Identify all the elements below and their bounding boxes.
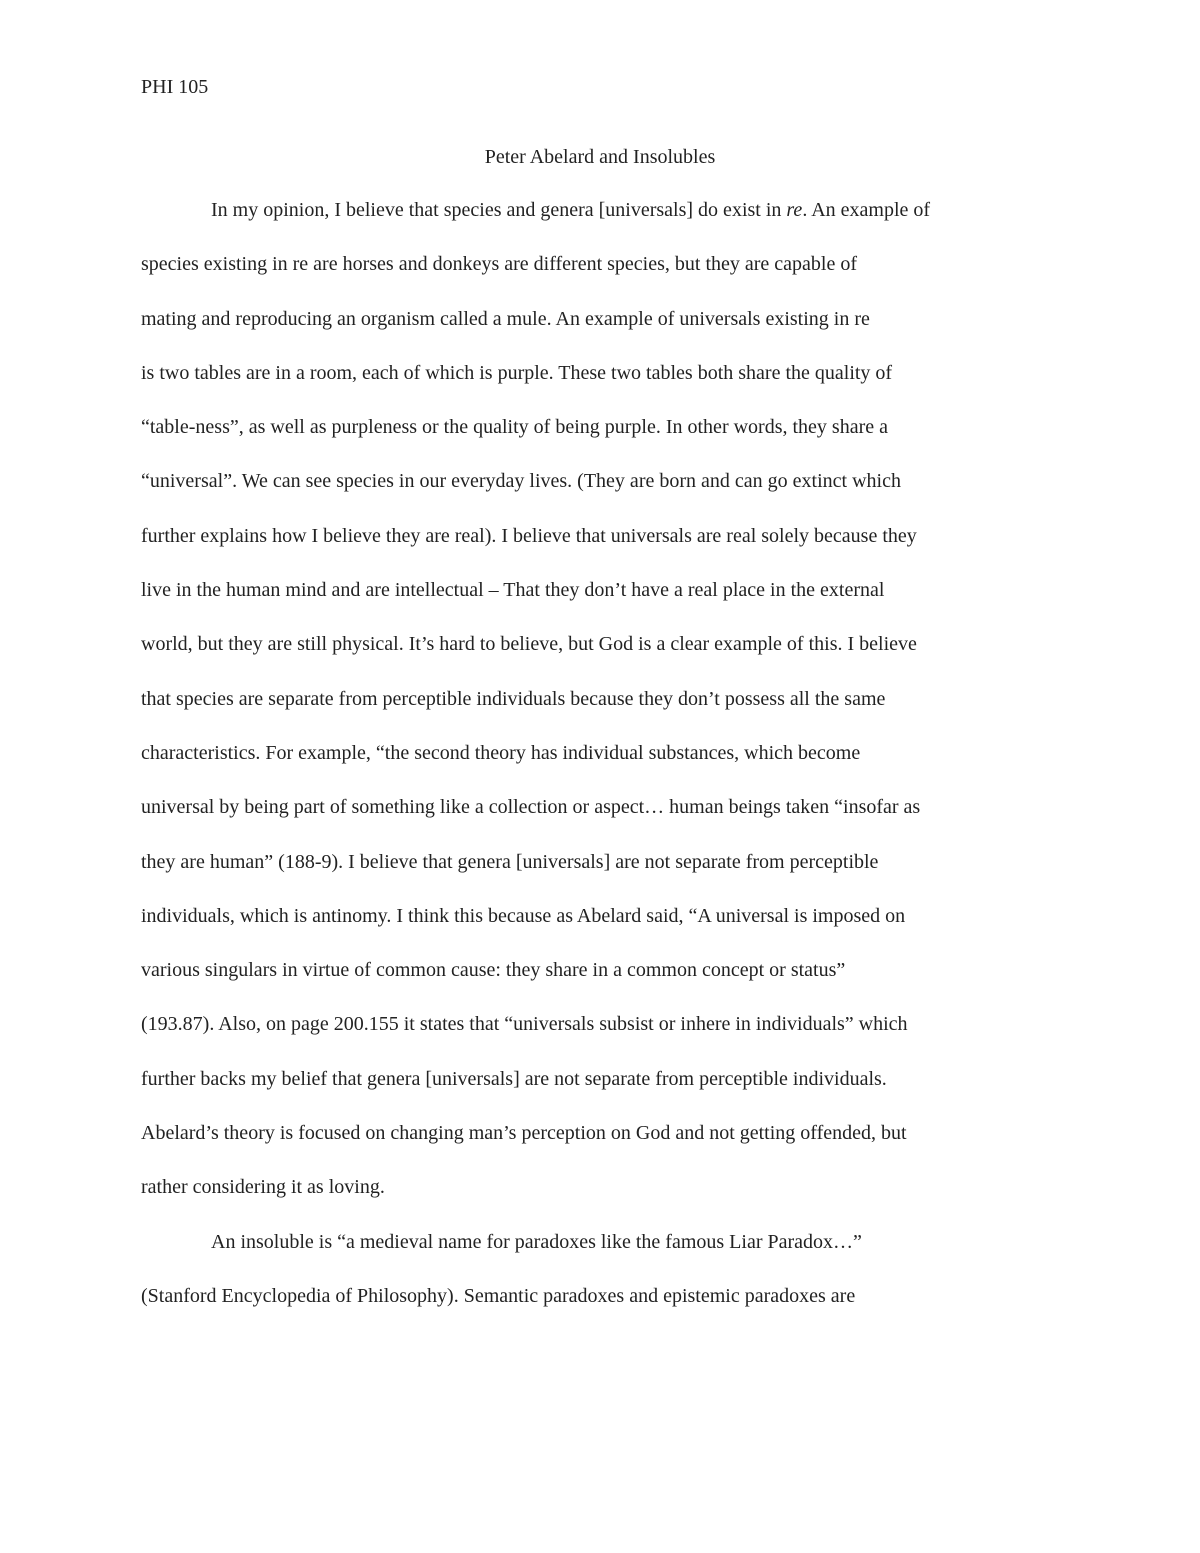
body-line: Abelard’s theory is focused on changing man’s perception on God and not getting offended, but <box>141 1122 907 1145</box>
body-line: characteristics. For example, “the second theory has individual substances, which become <box>141 741 861 764</box>
body-line: further explains how I believe they are real). I believe that universals are real solely because they <box>141 524 917 547</box>
body-line: individuals, which is antinomy. I think this because as Abelard said, “A universal is imposed on <box>141 904 906 927</box>
body-line: mating and reproducing an organism called a mule. An example of universals existing in re <box>141 307 870 330</box>
body-line: world, but they are still physical. It’s hard to believe, but God is a clear example of this. I believe <box>141 633 917 656</box>
body-line: (Stanford Encyclopedia of Philosophy). Semantic paradoxes and epistemic paradoxes are <box>141 1284 856 1307</box>
body-line: rather considering it as loving. <box>141 1176 385 1199</box>
body-line: universal by being part of something like a collection or aspect… human beings taken “insofar as <box>141 796 921 819</box>
body-line: further backs my belief that genera [universals] are not separate from perceptible individuals. <box>141 1067 887 1090</box>
body-line: “universal”. We can see species in our everyday lives. (They are born and can go extinct which <box>141 470 901 493</box>
course-header: PHI 105 <box>141 76 209 98</box>
body-line: that species are separate from perceptible individuals because they don’t possess all the same <box>141 687 886 710</box>
body-line: they are human” (188-9). I believe that genera [universals] are not separate from perceptible <box>141 850 879 873</box>
essay-title: Peter Abelard and Insolubles <box>484 146 716 168</box>
body-line: is two tables are in a room, each of which is purple. These two tables both share the quality of <box>141 361 893 384</box>
italic-term: re <box>786 199 803 221</box>
body-line: (193.87). Also, on page 200.155 it states that “universals subsist or inhere in individuals” which <box>141 1013 908 1036</box>
body-line: various singulars in virtue of common cause: they share in a common concept or status” <box>141 959 846 982</box>
body-line: “table-ness”, as well as purpleness or the quality of being purple. In other words, they share a <box>141 416 888 439</box>
body-line: In my opinion, I believe that species and genera [universals] do exist in re. An example of <box>211 199 931 221</box>
essay-body <box>141 197 1071 1337</box>
body-line: An insoluble is “a medieval name for paradoxes like the famous Liar Paradox…” <box>211 1230 862 1253</box>
body-line: species existing in re are horses and donkeys are different species, but they are capable of <box>141 253 858 276</box>
body-line: live in the human mind and are intellectual – That they don’t have a real place in the external <box>141 579 885 602</box>
